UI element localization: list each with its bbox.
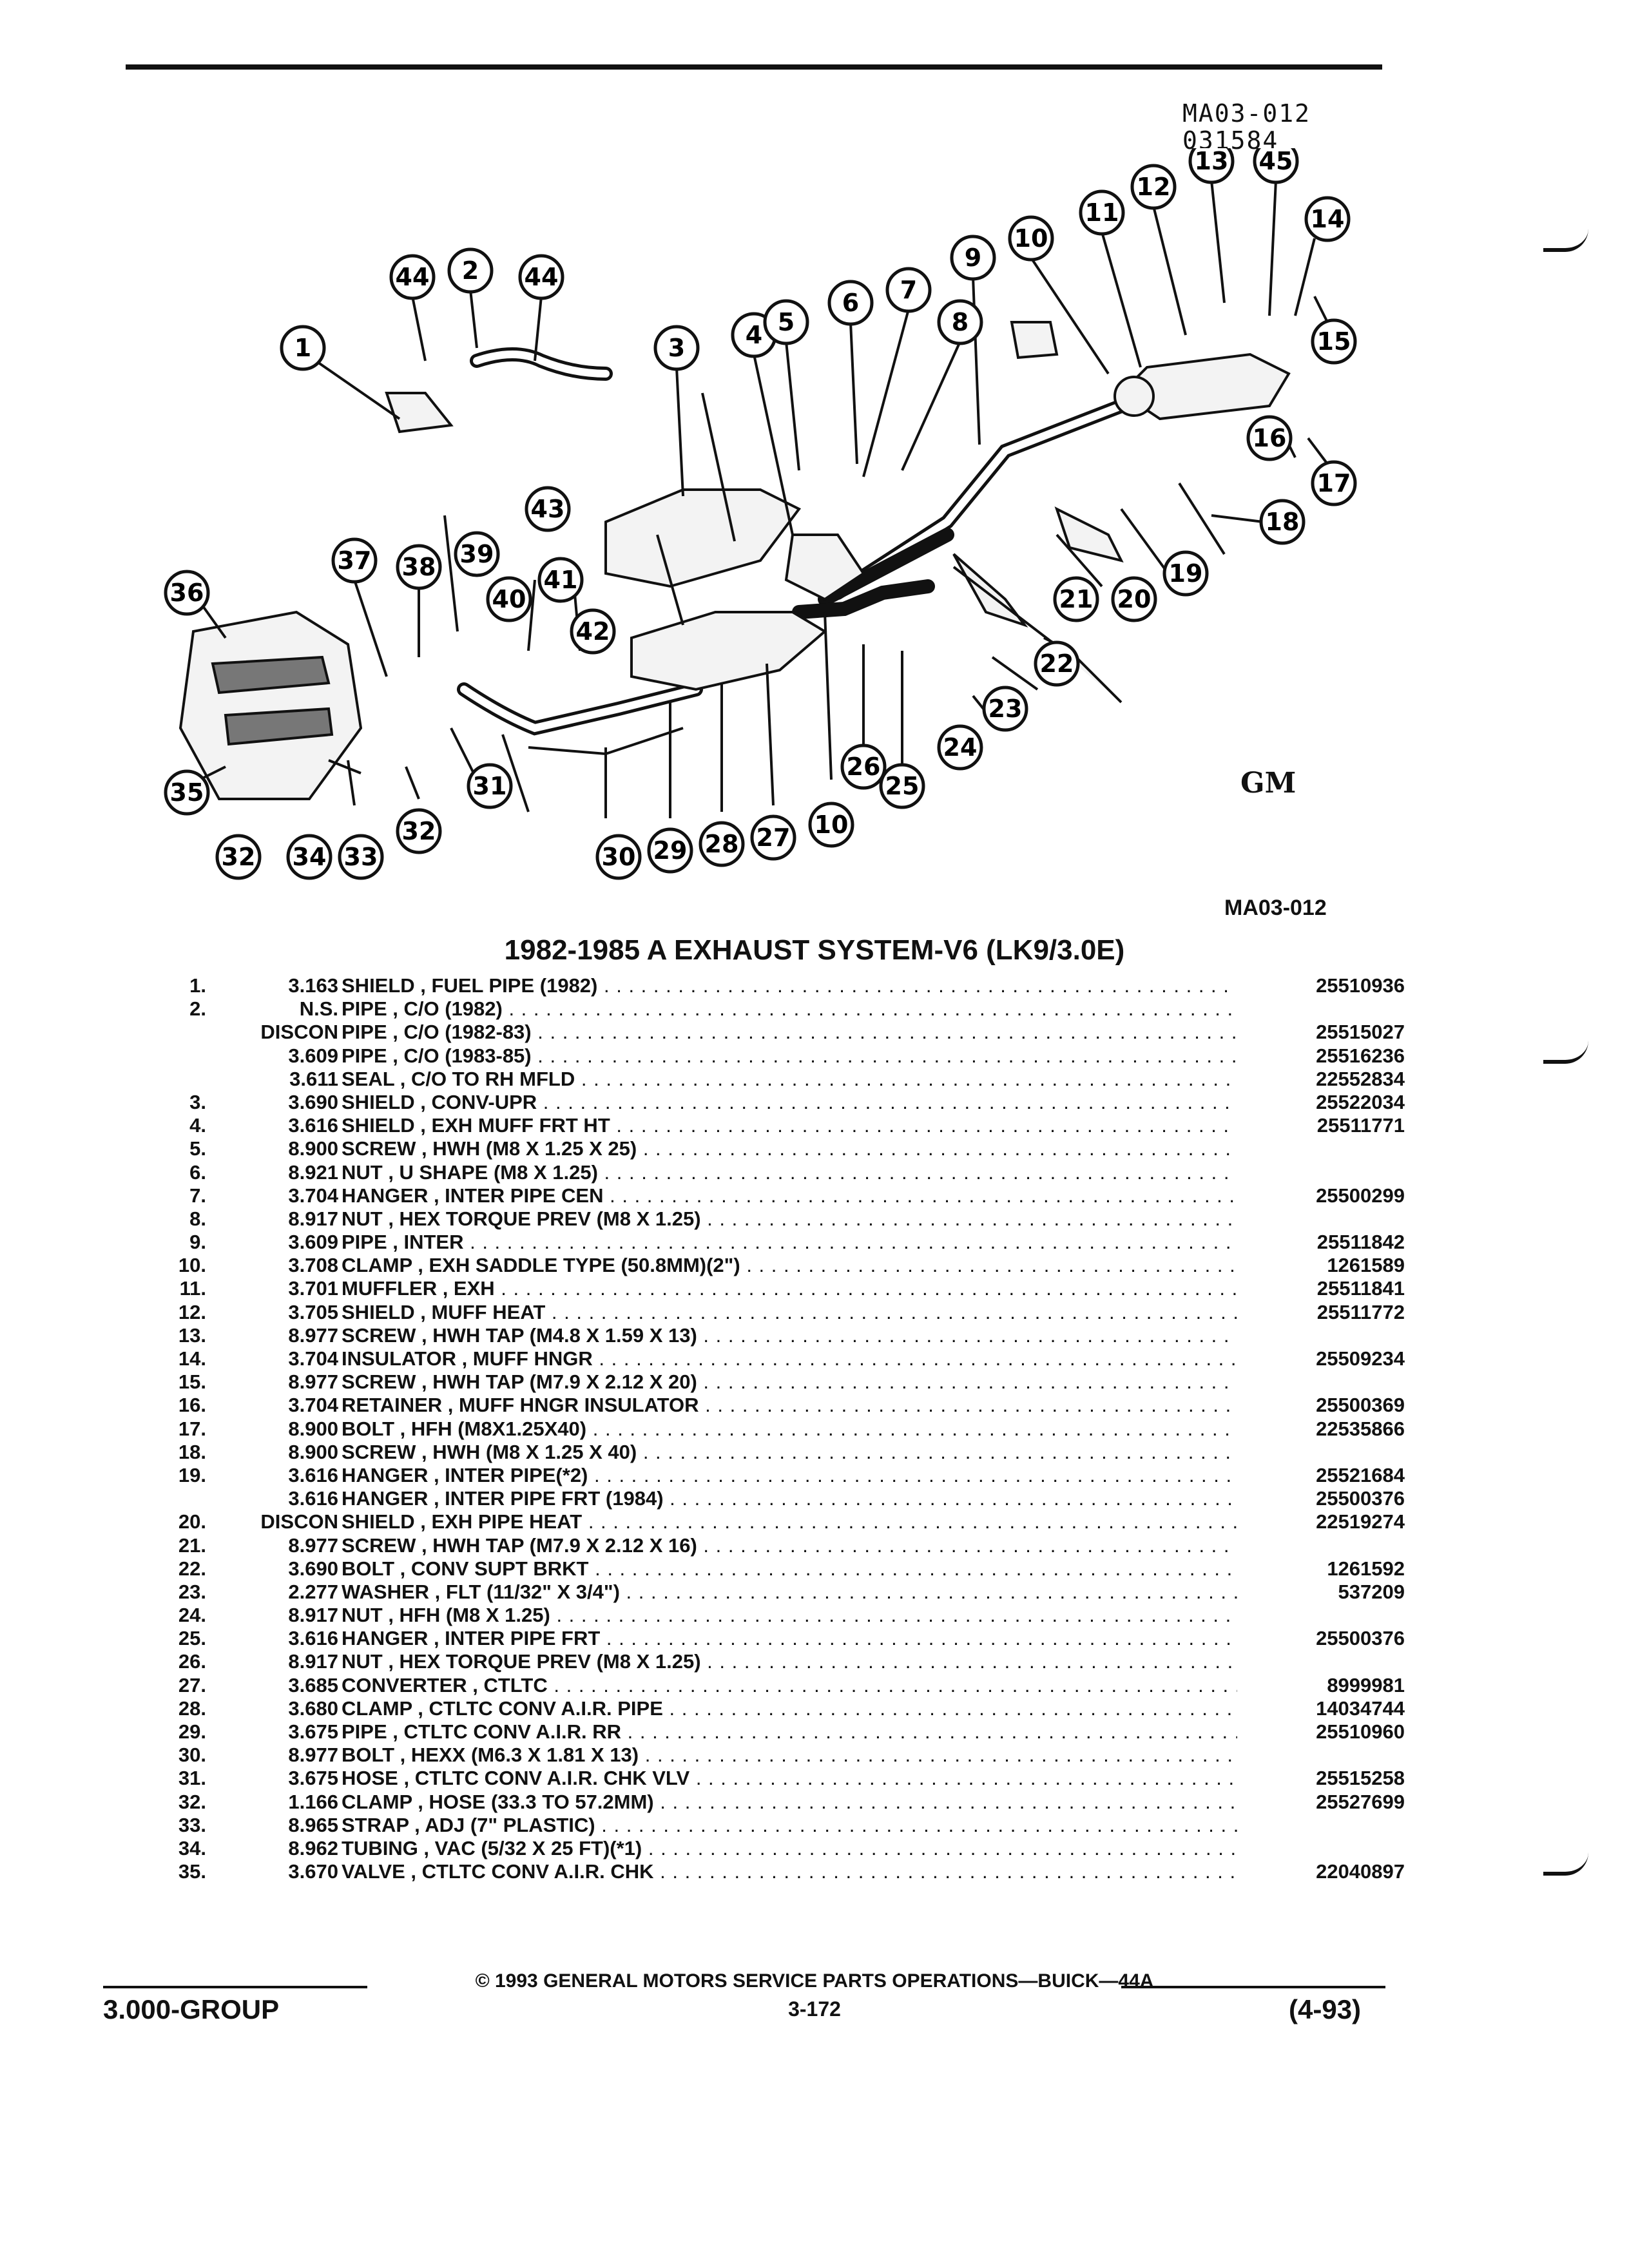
parts-row xyxy=(161,1814,1405,1837)
parts-row xyxy=(161,1114,1405,1137)
callout-19 xyxy=(1164,552,1207,595)
parts-row xyxy=(161,1534,1405,1557)
parts-row xyxy=(161,1581,1405,1604)
callout-31 xyxy=(468,765,511,807)
item-number: 2. xyxy=(189,997,206,1021)
parts-row xyxy=(161,974,1405,997)
callout-32 xyxy=(398,810,440,852)
part-description: PIPE , CTLTC CONV A.I.R. RR . . . xyxy=(342,1720,1237,1744)
group-number: 8.962 xyxy=(288,1836,338,1860)
parts-row xyxy=(161,1370,1405,1394)
callout-36 xyxy=(166,572,208,614)
callout-8 xyxy=(939,301,981,343)
svg-text:12: 12 xyxy=(1136,173,1171,201)
part-number: 25500369 xyxy=(1316,1394,1405,1417)
exhaust-diagram-svg xyxy=(116,148,1405,921)
part-number: 25510936 xyxy=(1316,974,1405,997)
callout-14 xyxy=(1306,198,1349,240)
part-description: INSULATOR , MUFF HNGR . . . xyxy=(342,1347,1237,1370)
parts-row xyxy=(161,1860,1405,1883)
svg-text:11: 11 xyxy=(1084,198,1119,227)
part-description: SCREW , HWH TAP (M7.9 X 2.12 X 20) . . . xyxy=(342,1370,1237,1394)
part-description: CLAMP , CTLTC CONV A.I.R. PIPE . . . xyxy=(342,1697,1237,1720)
svg-text:2: 2 xyxy=(461,256,479,285)
part-number: 25511842 xyxy=(1316,1231,1405,1254)
callout-20 xyxy=(1113,578,1155,620)
item-number: 25. xyxy=(178,1627,206,1650)
svg-text:8: 8 xyxy=(951,308,969,336)
figure-code: MA03-012 xyxy=(1182,99,1311,128)
part-number: 25500299 xyxy=(1316,1184,1405,1207)
page-title: 1982-1985 A EXHAUST SYSTEM-V6 (LK9/3.0E) xyxy=(504,934,1125,966)
part-number: 1261592 xyxy=(1327,1557,1405,1580)
item-number: 17. xyxy=(178,1417,206,1440)
part-description: CLAMP , EXH SADDLE TYPE (50.8MM)(2") . . . xyxy=(342,1254,1237,1277)
svg-text:31: 31 xyxy=(472,772,507,800)
svg-text:18: 18 xyxy=(1265,508,1300,536)
part-number: 25509234 xyxy=(1316,1347,1405,1370)
figure-date-code: 031584 xyxy=(1182,126,1279,155)
group-number: 8.977 xyxy=(288,1370,338,1394)
svg-text:21: 21 xyxy=(1059,585,1094,613)
parts-list xyxy=(161,974,1405,1883)
item-number: 1. xyxy=(189,974,206,997)
svg-text:10: 10 xyxy=(1014,224,1048,253)
svg-text:29: 29 xyxy=(653,836,688,865)
group-number: 3.616 xyxy=(288,1463,338,1486)
parts-row xyxy=(161,997,1405,1021)
part-description: BOLT , HFH (M8X1.25X40) . . . xyxy=(342,1418,1237,1441)
item-number: 32. xyxy=(178,1790,206,1813)
item-number: 22. xyxy=(178,1557,206,1580)
group-number: 3.705 xyxy=(288,1300,338,1323)
callout-1 xyxy=(282,327,324,369)
callout-30 xyxy=(597,836,640,878)
parts-row xyxy=(161,1161,1405,1184)
figure-code-header xyxy=(1182,100,1311,154)
part-description: HANGER , INTER PIPE(*2) . . . xyxy=(342,1464,1237,1487)
svg-text:13: 13 xyxy=(1194,148,1229,175)
parts-row xyxy=(161,1021,1405,1044)
part-description: TUBING , VAC (5/32 X 25 FT)(*1) . . . xyxy=(342,1837,1237,1860)
part-number: 14034744 xyxy=(1316,1696,1405,1720)
part-number: 25521684 xyxy=(1316,1463,1405,1486)
item-number: 31. xyxy=(178,1767,206,1790)
parts-row xyxy=(161,1207,1405,1231)
parts-row xyxy=(161,1231,1405,1254)
part-description: HANGER , INTER PIPE CEN . . . xyxy=(342,1184,1237,1207)
group-number: 8.900 xyxy=(288,1417,338,1440)
item-number: 9. xyxy=(189,1231,206,1254)
group-number: 3.680 xyxy=(288,1696,338,1720)
svg-text:25: 25 xyxy=(885,772,920,800)
part-number: 22535866 xyxy=(1316,1417,1405,1440)
item-number: 13. xyxy=(178,1323,206,1347)
parts-row xyxy=(161,1184,1405,1207)
callout-37 xyxy=(333,539,376,582)
parts-row xyxy=(161,1254,1405,1277)
part-description: WASHER , FLT (11/32" X 3/4") . . . xyxy=(342,1581,1237,1604)
part-description: SCREW , HWH TAP (M7.9 X 2.12 X 16) . . . xyxy=(342,1534,1237,1557)
item-number: 10. xyxy=(178,1254,206,1277)
callout-6 xyxy=(829,282,872,324)
svg-text:19: 19 xyxy=(1168,559,1203,588)
callout-45 xyxy=(1255,148,1297,182)
part-description: BOLT , HEXX (M6.3 X 1.81 X 13) . . . xyxy=(342,1744,1237,1767)
part-number: 25511771 xyxy=(1316,1114,1405,1137)
group-number: 3.670 xyxy=(288,1860,338,1883)
group-number: 3.616 xyxy=(288,1114,338,1137)
top-rule xyxy=(126,64,1382,70)
parts-row xyxy=(161,1441,1405,1464)
group-number: 8.921 xyxy=(288,1160,338,1184)
callout-9 xyxy=(952,236,994,279)
part-description: NUT , HFH (M8 X 1.25) . . . xyxy=(342,1604,1237,1627)
group-number: 3.616 xyxy=(288,1487,338,1510)
item-number: 34. xyxy=(178,1836,206,1860)
svg-text:30: 30 xyxy=(601,843,636,871)
part-description: HOSE , CTLTC CONV A.I.R. CHK VLV . . . xyxy=(342,1767,1237,1790)
svg-text:9: 9 xyxy=(964,244,982,272)
svg-text:28: 28 xyxy=(704,830,739,858)
svg-text:33: 33 xyxy=(343,843,378,871)
callout-18 xyxy=(1261,501,1304,543)
svg-text:16: 16 xyxy=(1252,424,1287,452)
callout-7 xyxy=(887,269,930,311)
item-number: 33. xyxy=(178,1813,206,1836)
item-number: 12. xyxy=(178,1300,206,1323)
group-number: DISCON xyxy=(260,1021,338,1044)
callout-26 xyxy=(842,745,885,788)
svg-text:35: 35 xyxy=(169,778,204,807)
svg-text:20: 20 xyxy=(1117,585,1152,613)
part-description: SHIELD , FUEL PIPE (1982) . . . xyxy=(342,974,1237,997)
group-number: 8.917 xyxy=(288,1604,338,1627)
part-description: PIPE , C/O (1982-83) . . . xyxy=(342,1021,1237,1044)
part-description: NUT , HEX TORQUE PREV (M8 X 1.25) . . . xyxy=(342,1650,1237,1673)
parts-row xyxy=(161,1650,1405,1673)
callout-42 xyxy=(572,610,614,653)
part-number: 25527699 xyxy=(1316,1790,1405,1813)
parts-row xyxy=(161,1044,1405,1068)
part-number: 25500376 xyxy=(1316,1627,1405,1650)
callout-2 xyxy=(449,249,492,292)
parts-row xyxy=(161,1767,1405,1790)
part-description: NUT , HEX TORQUE PREV (M8 X 1.25) . . . xyxy=(342,1207,1237,1231)
callout-13 xyxy=(1190,148,1233,182)
svg-text:15: 15 xyxy=(1316,327,1351,356)
part-number: 25516236 xyxy=(1316,1044,1405,1067)
svg-text:17: 17 xyxy=(1316,469,1351,497)
svg-text:4: 4 xyxy=(745,321,763,349)
part-description: SHIELD , MUFF HEAT . . . xyxy=(342,1301,1237,1324)
group-number: 3.704 xyxy=(288,1394,338,1417)
parts-row xyxy=(161,1557,1405,1581)
parts-row xyxy=(161,1837,1405,1860)
parts-row xyxy=(161,1394,1405,1417)
svg-text:39: 39 xyxy=(459,540,494,568)
item-number: 6. xyxy=(189,1160,206,1184)
part-description: BOLT , CONV SUPT BRKT . . . xyxy=(342,1557,1237,1581)
svg-text:41: 41 xyxy=(543,566,578,594)
svg-text:6: 6 xyxy=(842,289,860,317)
part-description: HANGER , INTER PIPE FRT . . . xyxy=(342,1627,1237,1650)
group-number: 8.965 xyxy=(288,1813,338,1836)
svg-text:42: 42 xyxy=(575,617,610,646)
callout-44 xyxy=(391,256,434,298)
part-description: STRAP , ADJ (7" PLASTIC) . . . xyxy=(342,1814,1237,1837)
callout-12 xyxy=(1132,166,1175,208)
callout-44 xyxy=(520,256,563,298)
converters xyxy=(606,490,825,689)
group-number: 8.977 xyxy=(288,1744,338,1767)
callout-15 xyxy=(1313,320,1355,363)
part-number: 25511772 xyxy=(1316,1300,1405,1323)
group-number: 8.900 xyxy=(288,1137,338,1160)
callout-32 xyxy=(217,836,260,878)
item-number: 14. xyxy=(178,1347,206,1370)
group-number: 3.685 xyxy=(288,1673,338,1696)
group-number: 2.277 xyxy=(288,1580,338,1603)
svg-text:44: 44 xyxy=(524,263,559,291)
parts-row xyxy=(161,1324,1405,1347)
parts-row xyxy=(161,1137,1405,1160)
callout-24 xyxy=(939,726,981,769)
part-description: SHIELD , EXH PIPE HEAT . . . xyxy=(342,1510,1237,1533)
svg-text:27: 27 xyxy=(756,823,791,852)
svg-text:7: 7 xyxy=(900,276,918,304)
svg-text:40: 40 xyxy=(492,585,526,613)
callout-39 xyxy=(456,533,498,575)
item-number: 19. xyxy=(178,1463,206,1486)
group-number: DISCON xyxy=(260,1510,338,1533)
callout-40 xyxy=(488,578,530,620)
callout-25 xyxy=(881,765,923,807)
parts-row xyxy=(161,1510,1405,1533)
figure-code-bottom: MA03-012 xyxy=(1224,896,1327,920)
svg-text:32: 32 xyxy=(221,843,256,871)
svg-text:43: 43 xyxy=(530,495,565,523)
callout-28 xyxy=(700,823,743,865)
item-number: 28. xyxy=(178,1696,206,1720)
parts-row xyxy=(161,1604,1405,1627)
group-number: 3.616 xyxy=(288,1627,338,1650)
item-number: 27. xyxy=(178,1673,206,1696)
part-number: 25500376 xyxy=(1316,1487,1405,1510)
callout-17 xyxy=(1313,462,1355,505)
part-description: VALVE , CTLTC CONV A.I.R. CHK . . . xyxy=(342,1860,1237,1883)
page-number: 3-172 xyxy=(788,1997,841,2021)
part-number: 22040897 xyxy=(1316,1860,1405,1883)
svg-text:14: 14 xyxy=(1310,205,1345,233)
group-number: 3.675 xyxy=(288,1767,338,1790)
part-number: 1261589 xyxy=(1327,1254,1405,1277)
part-number: 8999981 xyxy=(1327,1673,1405,1696)
item-number: 16. xyxy=(178,1394,206,1417)
callout-16 xyxy=(1248,417,1291,459)
callout-43 xyxy=(526,488,569,530)
part-number: 25522034 xyxy=(1316,1090,1405,1113)
parts-row xyxy=(161,1697,1405,1720)
group-number: 3.609 xyxy=(288,1231,338,1254)
callout-10 xyxy=(1010,217,1052,260)
item-number: 15. xyxy=(178,1370,206,1394)
part-description: CLAMP , HOSE (33.3 TO 57.2MM) . . . xyxy=(342,1791,1237,1814)
part-description: NUT , U SHAPE (M8 X 1.25) . . . xyxy=(342,1161,1237,1184)
item-number: 8. xyxy=(189,1207,206,1230)
callout-35 xyxy=(166,771,208,814)
parts-row xyxy=(161,1347,1405,1370)
callout-22 xyxy=(1036,642,1078,685)
svg-text:32: 32 xyxy=(401,817,436,845)
callout-23 xyxy=(984,687,1027,730)
svg-text:10: 10 xyxy=(814,811,849,839)
engine-manifold xyxy=(180,612,361,799)
group-number: 3.163 xyxy=(288,974,338,997)
svg-text:24: 24 xyxy=(943,733,978,762)
callout-27 xyxy=(752,816,795,859)
item-number: 20. xyxy=(178,1510,206,1533)
scan-mark xyxy=(1543,229,1588,252)
item-number: 35. xyxy=(178,1860,206,1883)
scan-mark xyxy=(1543,1041,1588,1064)
svg-text:34: 34 xyxy=(292,843,327,871)
part-number: 22552834 xyxy=(1316,1067,1405,1090)
callout-11 xyxy=(1081,191,1123,234)
group-number: 3.690 xyxy=(288,1557,338,1580)
callout-33 xyxy=(340,836,382,878)
svg-text:3: 3 xyxy=(668,334,686,362)
parts-row xyxy=(161,1068,1405,1091)
parts-row xyxy=(161,1277,1405,1300)
part-description: PIPE , INTER . . . xyxy=(342,1231,1237,1254)
parts-row xyxy=(161,1487,1405,1510)
group-number: 8.977 xyxy=(288,1323,338,1347)
part-description: HANGER , INTER PIPE FRT (1984) . . . xyxy=(342,1487,1237,1510)
scan-mark xyxy=(1543,1852,1588,1876)
group-number: 8.900 xyxy=(288,1440,338,1463)
group-number: 8.917 xyxy=(288,1650,338,1673)
parts-row xyxy=(161,1720,1405,1744)
group-number: 3.675 xyxy=(288,1720,338,1743)
item-number: 26. xyxy=(178,1650,206,1673)
callout-5 xyxy=(765,301,807,343)
svg-text:22: 22 xyxy=(1039,649,1074,678)
item-number: 30. xyxy=(178,1744,206,1767)
item-number: 18. xyxy=(178,1440,206,1463)
svg-text:1: 1 xyxy=(294,334,312,362)
item-number: 4. xyxy=(189,1114,206,1137)
copyright: © 1993 GENERAL MOTORS SERVICE PARTS OPERATIONS—BUICK—44A xyxy=(475,1970,1154,1992)
parts-row xyxy=(161,1674,1405,1697)
callout-3 xyxy=(655,327,698,369)
svg-text:23: 23 xyxy=(988,695,1023,723)
svg-text:38: 38 xyxy=(401,553,436,581)
part-description: CONVERTER , CTLTC . . . xyxy=(342,1674,1237,1697)
callout-38 xyxy=(398,546,440,588)
parts-row xyxy=(161,1301,1405,1324)
part-number: 25510960 xyxy=(1316,1720,1405,1743)
group-number: 1.166 xyxy=(288,1790,338,1813)
group-number: 8.977 xyxy=(288,1533,338,1557)
exhaust-diagram xyxy=(116,148,1405,921)
svg-text:37: 37 xyxy=(337,546,372,575)
part-description: PIPE , C/O (1982) . . . xyxy=(342,997,1237,1021)
part-number: 537209 xyxy=(1338,1580,1405,1603)
group-number: N.S. xyxy=(299,997,338,1021)
gm-logo: GM xyxy=(1240,767,1296,800)
part-description: SHIELD , EXH MUFF FRT HT . . . xyxy=(342,1114,1237,1137)
svg-text:44: 44 xyxy=(395,263,430,291)
callout-34 xyxy=(288,836,331,878)
svg-text:26: 26 xyxy=(846,753,881,781)
callout-10 xyxy=(810,803,853,846)
group-number: 8.917 xyxy=(288,1207,338,1230)
item-number: 3. xyxy=(189,1090,206,1113)
group-number: 3.690 xyxy=(288,1090,338,1113)
part-description: RETAINER , MUFF HNGR INSULATOR . . . xyxy=(342,1394,1237,1417)
group-number: 3.701 xyxy=(288,1277,338,1300)
svg-text:45: 45 xyxy=(1258,148,1293,175)
parts-row xyxy=(161,1627,1405,1650)
group-number: 3.609 xyxy=(288,1044,338,1067)
item-number: 7. xyxy=(189,1184,206,1207)
parts-row xyxy=(161,1464,1405,1487)
part-description: SCREW , HWH TAP (M4.8 X 1.59 X 13) . . . xyxy=(342,1324,1237,1347)
part-description: SEAL , C/O TO RH MFLD . . . xyxy=(342,1068,1237,1091)
part-number: 22519274 xyxy=(1316,1510,1405,1533)
callout-29 xyxy=(649,829,691,872)
part-description: SHIELD , CONV-UPR . . . xyxy=(342,1091,1237,1114)
item-number: 29. xyxy=(178,1720,206,1743)
callout-41 xyxy=(539,559,582,601)
parts-row xyxy=(161,1791,1405,1814)
group-number: 3.704 xyxy=(288,1184,338,1207)
parts-row xyxy=(161,1091,1405,1114)
group-number: 3.704 xyxy=(288,1347,338,1370)
item-number: 24. xyxy=(178,1604,206,1627)
group-number: 3.708 xyxy=(288,1254,338,1277)
parts-row xyxy=(161,1418,1405,1441)
item-number: 11. xyxy=(179,1277,206,1300)
parts-row xyxy=(161,1744,1405,1767)
part-number: 25511841 xyxy=(1316,1277,1405,1300)
svg-text:5: 5 xyxy=(777,308,795,336)
item-number: 5. xyxy=(189,1137,206,1160)
group-number: 3.611 xyxy=(289,1067,338,1090)
part-description: SCREW , HWH (M8 X 1.25 X 40) . . . xyxy=(342,1441,1237,1464)
part-description: MUFFLER , EXH . . . xyxy=(342,1277,1237,1300)
svg-text:36: 36 xyxy=(169,579,204,607)
revision-date: (4-93) xyxy=(1289,1994,1362,2024)
item-number: 23. xyxy=(178,1580,206,1603)
group-label: 3.000-GROUP xyxy=(103,1994,280,2024)
callout-21 xyxy=(1055,578,1097,620)
part-number: 25515258 xyxy=(1316,1767,1405,1790)
part-description: SCREW , HWH (M8 X 1.25 X 25) . . . xyxy=(342,1137,1237,1160)
part-description: PIPE , C/O (1983-85) . . . xyxy=(342,1044,1237,1068)
item-number: 21. xyxy=(178,1533,206,1557)
part-number: 25515027 xyxy=(1316,1021,1405,1044)
